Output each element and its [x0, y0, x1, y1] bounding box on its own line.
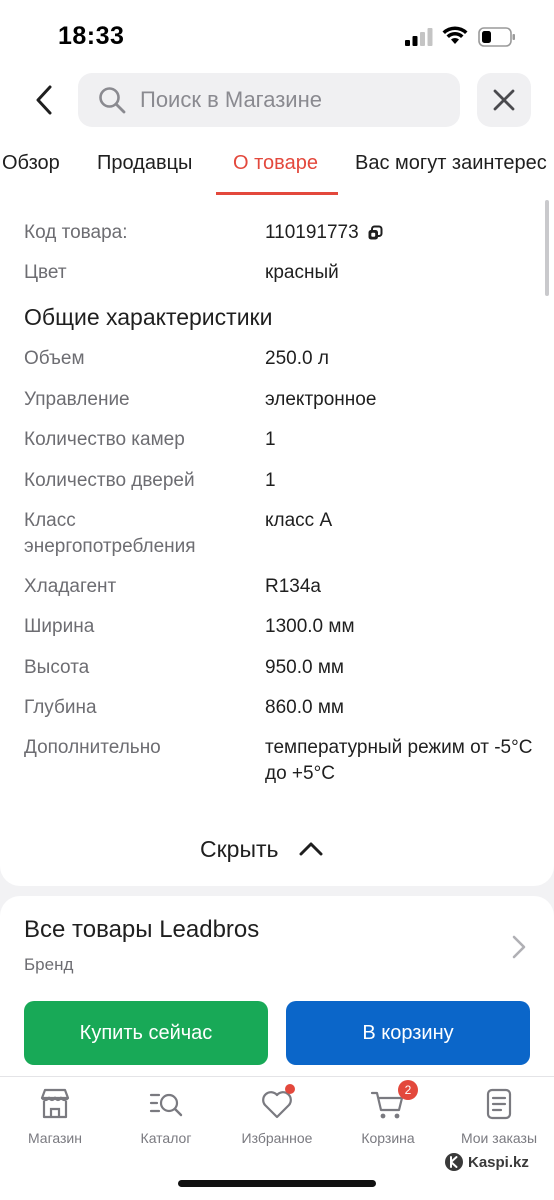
nav-orders[interactable]	[444, 1086, 554, 1146]
spec-value: 1	[265, 429, 276, 450]
cart-icon-wrap	[370, 1083, 412, 1122]
general-specs-title: Общие характеристики	[24, 304, 273, 330]
orders-icon	[481, 1086, 517, 1122]
status-time: 18:33	[58, 22, 125, 50]
nav-store[interactable]	[0, 1086, 110, 1146]
product-code-label: Код товара:	[24, 222, 128, 243]
tab-overview[interactable]: Обзор	[2, 152, 60, 174]
notification-dot	[285, 1084, 295, 1094]
tab-sellers[interactable]: Продавцы	[97, 152, 193, 174]
product-code-value	[265, 220, 535, 246]
spec-value: электронное	[265, 389, 377, 410]
spec-label: Количество камер	[24, 429, 185, 450]
home-indicator[interactable]	[178, 1180, 376, 1187]
nav-label: Корзина	[361, 1130, 415, 1146]
cart-badge: 2	[398, 1080, 418, 1100]
nav-label: Избранное	[241, 1130, 313, 1146]
hide-label: Скрыть	[200, 835, 279, 862]
nav-catalog[interactable]	[111, 1086, 221, 1146]
add-to-cart-button[interactable]: В корзину	[286, 1001, 530, 1065]
close-button[interactable]	[477, 73, 531, 127]
nav-label: Мои заказы	[460, 1130, 538, 1146]
spec-label: Управление	[24, 389, 130, 410]
search-placeholder: Поиск в Магазине	[140, 87, 322, 112]
chevron-right-icon[interactable]	[508, 934, 530, 960]
spec-value: 1300.0 мм	[265, 616, 355, 637]
nav-cart[interactable]	[333, 1083, 443, 1146]
spec-value: 950.0 мм	[265, 657, 344, 678]
product-code: 110191773	[265, 222, 359, 243]
wifi-icon	[442, 25, 468, 45]
tab-about-product[interactable]: О товаре	[233, 152, 318, 174]
color-label: Цвет	[24, 262, 67, 283]
close-icon	[492, 88, 516, 112]
active-tab-indicator	[216, 192, 338, 195]
spec-label: Высота	[24, 657, 90, 678]
chevron-left-icon	[34, 84, 54, 116]
spec-label: Дополнительно	[24, 737, 161, 758]
spec-label: Хладагент	[24, 576, 117, 597]
battery-icon	[478, 27, 516, 47]
spec-label: Ширина	[24, 616, 95, 637]
tab-you-may-like[interactable]: Вас могут заинтерес	[355, 152, 547, 174]
buy-now-button[interactable]: Купить сейчас	[24, 1001, 268, 1065]
spec-value: 1	[265, 470, 276, 491]
spec-value: 250.0 л	[265, 348, 329, 369]
catalog-search-icon	[148, 1086, 184, 1122]
spec-value: температурный режим от -5°C до +5°C	[265, 737, 533, 784]
spec-value: R134a	[265, 576, 321, 597]
spec-label: Количество дверей	[24, 470, 195, 491]
back-button[interactable]	[24, 78, 64, 122]
spec-label: Глубина	[24, 697, 97, 718]
copy-icon[interactable]	[367, 225, 383, 241]
search-icon	[98, 86, 126, 114]
color-value: красный	[265, 262, 339, 283]
watermark-text: Kaspi.kz	[468, 1153, 529, 1171]
store-icon	[37, 1086, 73, 1122]
search-input[interactable]	[78, 73, 460, 127]
nav-favorites[interactable]	[222, 1086, 332, 1146]
kaspi-logo-icon	[444, 1152, 464, 1172]
brand-subtitle: Бренд	[24, 955, 74, 974]
spec-label: Класс энергопотребления	[24, 510, 196, 557]
cellular-signal-icon	[405, 28, 433, 46]
spec-value: класс A	[265, 510, 333, 531]
chevron-up-icon	[299, 841, 323, 857]
hide-specs-button[interactable]	[200, 830, 323, 868]
nav-label: Каталог	[140, 1130, 192, 1146]
spec-label: Объем	[24, 348, 85, 369]
kaspi-watermark	[444, 1152, 529, 1172]
scrollbar[interactable]	[545, 200, 549, 296]
brand-title[interactable]: Все товары Leadbros	[24, 916, 260, 943]
spec-value: 860.0 мм	[265, 697, 344, 718]
favorites-icon-wrap	[259, 1086, 295, 1122]
nav-label: Магазин	[27, 1130, 82, 1146]
